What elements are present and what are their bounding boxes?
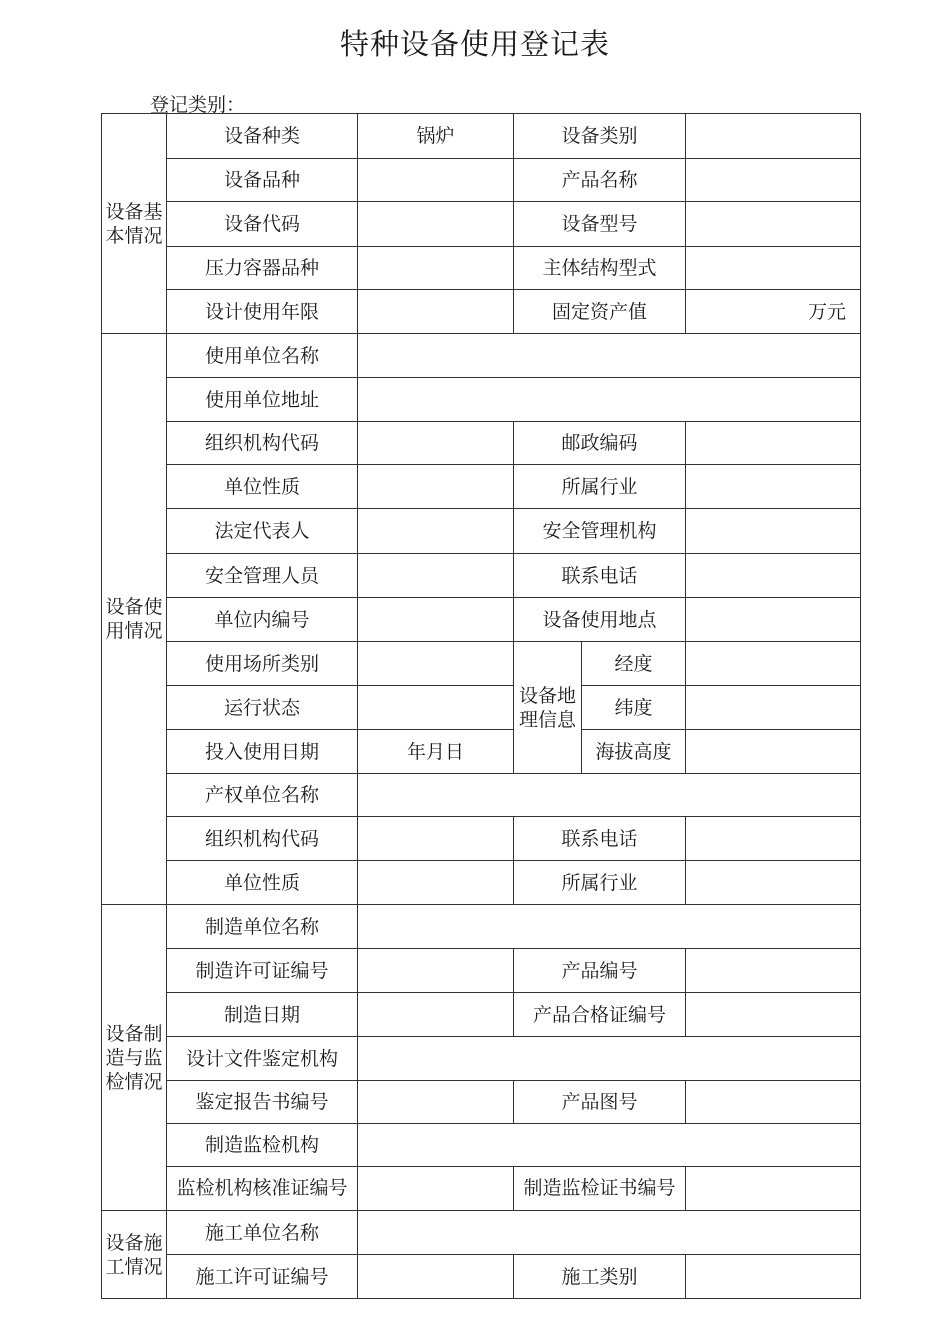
owner-industry-field[interactable] xyxy=(686,861,861,905)
appraisal-report-field[interactable] xyxy=(358,1081,514,1124)
status-label: 运行状态 xyxy=(167,686,358,730)
construction-license-no-field[interactable] xyxy=(358,1255,514,1299)
equipment-variety-field[interactable] xyxy=(358,159,514,202)
usage-phone-field[interactable] xyxy=(686,554,861,598)
product-name-label: 产品名称 xyxy=(514,159,686,202)
owner-org-code-field[interactable] xyxy=(358,817,514,861)
main-structure-label: 主体结构型式 xyxy=(514,247,686,290)
section-manufacture-label: 设备制造与监检情况 xyxy=(102,905,167,1211)
cert-no-field[interactable] xyxy=(686,993,861,1037)
supervision-cert-field[interactable] xyxy=(686,1167,861,1211)
equipment-class-label: 设备类别 xyxy=(514,114,686,159)
equipment-model-field[interactable] xyxy=(686,202,861,247)
altitude-label: 海拔高度 xyxy=(582,730,686,774)
latitude-field[interactable] xyxy=(686,686,861,730)
page-title: 特种设备使用登记表 xyxy=(339,27,610,61)
construction-unit-name-label: 施工单位名称 xyxy=(167,1211,358,1255)
owner-industry-label: 所属行业 xyxy=(514,861,686,905)
usage-unit-nature-field[interactable] xyxy=(358,465,514,509)
supervision-cert-label: 制造监检证书编号 xyxy=(514,1167,686,1211)
product-name-field[interactable] xyxy=(686,159,861,202)
usage-unit-name-label: 使用单位名称 xyxy=(167,334,358,378)
cert-no-label: 产品合格证编号 xyxy=(514,993,686,1037)
construction-license-no-label: 施工许可证编号 xyxy=(167,1255,358,1299)
usage-unit-address-field[interactable] xyxy=(358,378,861,422)
geo-info-label: 设备地理信息 xyxy=(514,642,582,774)
supervision-org-label: 制造监检机构 xyxy=(167,1124,358,1167)
owner-nature-label: 单位性质 xyxy=(167,861,358,905)
drawing-no-label: 产品图号 xyxy=(514,1081,686,1124)
usage-phone-label: 联系电话 xyxy=(514,554,686,598)
equipment-type-label: 设备种类 xyxy=(167,114,358,159)
owner-phone-field[interactable] xyxy=(686,817,861,861)
equipment-variety-label: 设备品种 xyxy=(167,159,358,202)
section-usage-label: 设备使用情况 xyxy=(102,334,167,905)
owner-name-field[interactable] xyxy=(358,774,861,817)
legal-rep-label: 法定代表人 xyxy=(167,509,358,554)
usage-location-field[interactable] xyxy=(686,598,861,642)
appraisal-report-label: 鉴定报告书编号 xyxy=(167,1081,358,1124)
construction-type-field[interactable] xyxy=(686,1255,861,1299)
registration-category-label: 登记类别： xyxy=(150,94,246,116)
product-no-field[interactable] xyxy=(686,949,861,993)
supervision-approval-label: 监检机构核准证编号 xyxy=(167,1167,358,1211)
owner-phone-label: 联系电话 xyxy=(514,817,686,861)
maker-name-field[interactable] xyxy=(358,905,861,949)
construction-unit-name-field[interactable] xyxy=(358,1211,861,1255)
usage-unit-nature-label: 单位性质 xyxy=(167,465,358,509)
start-date-label: 投入使用日期 xyxy=(167,730,358,774)
altitude-field[interactable] xyxy=(686,730,861,774)
owner-org-code-label: 组织机构代码 xyxy=(167,817,358,861)
maker-license-no-label: 制造许可证编号 xyxy=(167,949,358,993)
manufacture-date-field[interactable] xyxy=(358,993,514,1037)
drawing-no-field[interactable] xyxy=(686,1081,861,1124)
usage-org-code-label: 组织机构代码 xyxy=(167,422,358,465)
equipment-model-label: 设备型号 xyxy=(514,202,686,247)
usage-location-label: 设备使用地点 xyxy=(514,598,686,642)
supervision-org-field[interactable] xyxy=(358,1124,861,1167)
usage-unit-address-label: 使用单位地址 xyxy=(167,378,358,422)
owner-name-label: 产权单位名称 xyxy=(167,774,358,817)
longitude-label: 经度 xyxy=(582,642,686,686)
legal-rep-field[interactable] xyxy=(358,509,514,554)
main-structure-field[interactable] xyxy=(686,247,861,290)
manufacture-date-label: 制造日期 xyxy=(167,993,358,1037)
registration-form-table xyxy=(101,113,861,1299)
safety-person-label: 安全管理人员 xyxy=(167,554,358,598)
usage-org-code-field[interactable] xyxy=(358,422,514,465)
pressure-vessel-variety-field[interactable] xyxy=(358,247,514,290)
design-life-field[interactable] xyxy=(358,290,514,334)
maker-name-label: 制造单位名称 xyxy=(167,905,358,949)
safety-org-label: 安全管理机构 xyxy=(514,509,686,554)
postal-code-label: 邮政编码 xyxy=(514,422,686,465)
site-type-label: 使用场所类别 xyxy=(167,642,358,686)
equipment-class-field[interactable] xyxy=(686,114,861,159)
design-appraisal-label: 设计文件鉴定机构 xyxy=(167,1037,358,1081)
equipment-code-label: 设备代码 xyxy=(167,202,358,247)
safety-person-field[interactable] xyxy=(358,554,514,598)
usage-unit-name-field[interactable] xyxy=(358,334,861,378)
section-construction-label: 设备施工情况 xyxy=(102,1211,167,1299)
construction-type-label: 施工类别 xyxy=(514,1255,686,1299)
maker-license-no-field[interactable] xyxy=(358,949,514,993)
supervision-approval-field[interactable] xyxy=(358,1167,514,1211)
safety-org-field[interactable] xyxy=(686,509,861,554)
section-basic-label: 设备基本情况 xyxy=(102,114,167,334)
postal-code-field[interactable] xyxy=(686,422,861,465)
owner-nature-field[interactable] xyxy=(358,861,514,905)
fixed-asset-unit[interactable]: 万元 xyxy=(686,290,861,334)
equipment-code-field[interactable] xyxy=(358,202,514,247)
design-life-label: 设计使用年限 xyxy=(167,290,358,334)
usage-industry-label: 所属行业 xyxy=(514,465,686,509)
internal-no-label: 单位内编号 xyxy=(167,598,358,642)
status-field[interactable] xyxy=(358,686,514,730)
site-type-field[interactable] xyxy=(358,642,514,686)
fixed-asset-label: 固定资产值 xyxy=(514,290,686,334)
design-appraisal-field[interactable] xyxy=(358,1037,861,1081)
equipment-type-value: 锅炉 xyxy=(358,114,514,159)
longitude-field[interactable] xyxy=(686,642,861,686)
product-no-label: 产品编号 xyxy=(514,949,686,993)
pressure-vessel-variety-label: 压力容器品种 xyxy=(167,247,358,290)
latitude-label: 纬度 xyxy=(582,686,686,730)
internal-no-field[interactable] xyxy=(358,598,514,642)
start-date-field[interactable]: 年月日 xyxy=(358,730,514,774)
usage-industry-field[interactable] xyxy=(686,465,861,509)
